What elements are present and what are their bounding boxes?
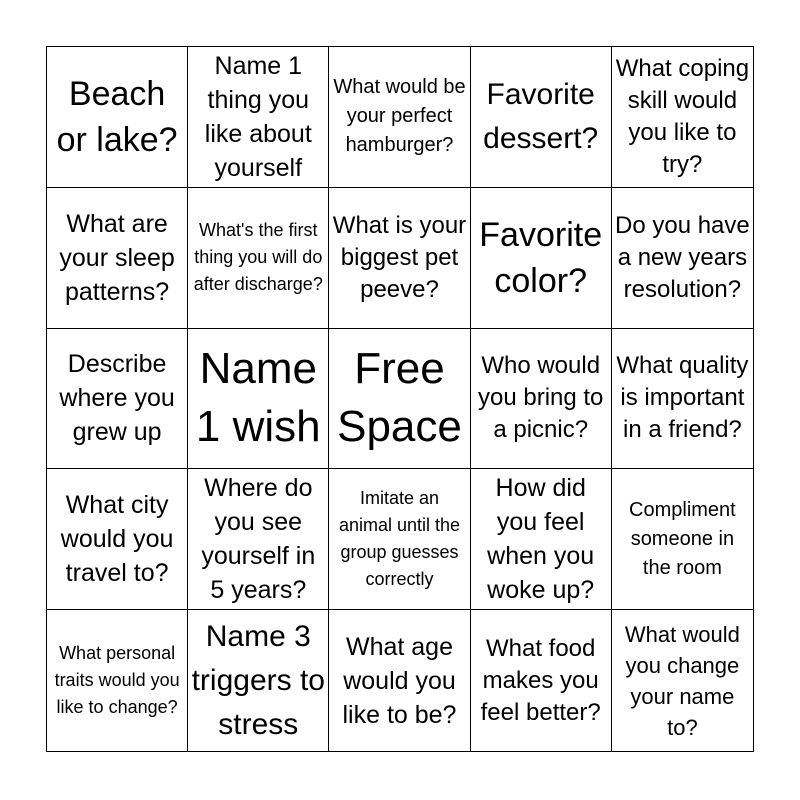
bingo-cell-r1c2[interactable]: [188, 47, 329, 188]
cell-text: What coping skill would you like to try?: [615, 54, 750, 178]
free-space-cell[interactable]: [329, 329, 470, 470]
cell-text: What are your sleep patterns?: [59, 209, 175, 306]
bingo-cell-r1c5[interactable]: [612, 47, 753, 188]
bingo-cell-r2c2[interactable]: [188, 188, 329, 329]
cell-text: Beach or lake?: [56, 74, 178, 159]
cell-text: What food makes you feel better?: [480, 634, 601, 726]
cell-text: What age would you like to be?: [342, 632, 457, 729]
bingo-cell-r1c4[interactable]: [471, 47, 612, 188]
cell-text: What would be your perfect hamburger?: [333, 76, 466, 157]
bingo-board: [46, 46, 754, 752]
cell-text: Favorite dessert?: [483, 77, 599, 155]
bingo-cell-r4c3[interactable]: [329, 469, 470, 610]
bingo-cell-r3c4[interactable]: [471, 329, 612, 470]
cell-text: Who would you bring to a picnic?: [477, 352, 604, 444]
bingo-cell-r4c4[interactable]: [471, 469, 612, 610]
bingo-cell-r5c2[interactable]: [188, 610, 329, 751]
cell-text: What is your biggest pet peeve?: [332, 211, 467, 303]
bingo-cell-r3c2[interactable]: [188, 329, 329, 470]
bingo-cell-r3c1[interactable]: [47, 329, 188, 470]
bingo-cell-r2c5[interactable]: [612, 188, 753, 329]
bingo-cell-r5c4[interactable]: [471, 610, 612, 751]
bingo-cell-r5c5[interactable]: [612, 610, 753, 751]
bingo-cell-r4c1[interactable]: [47, 469, 188, 610]
cell-text: Describe where you grew up: [59, 350, 175, 447]
cell-text: What personal traits would you like to change?: [54, 643, 180, 718]
cell-text: Name 1 wish: [195, 344, 321, 452]
cell-text: What quality is important in a friend?: [616, 352, 749, 444]
cell-text: Favorite color?: [479, 215, 603, 300]
bingo-cell-r3c5[interactable]: [612, 329, 753, 470]
bingo-cell-r1c1[interactable]: [47, 47, 188, 188]
bingo-cell-r5c1[interactable]: [47, 610, 188, 751]
cell-text: Imitate an animal until the group guesses correctly: [338, 488, 461, 590]
cell-text: Do you have a new years resolution?: [615, 211, 750, 303]
bingo-cell-r1c3[interactable]: [329, 47, 470, 188]
bingo-cell-r4c2[interactable]: [188, 469, 329, 610]
cell-text: Where do you see yourself in 5 years?: [201, 474, 316, 605]
cell-text: Name 3 triggers to stress: [191, 619, 325, 741]
cell-text: What would you change your name to?: [624, 621, 740, 740]
bingo-cell-r2c3[interactable]: [329, 188, 470, 329]
cell-text: What's the first thing you will do after discharge?: [193, 220, 323, 295]
cell-text: How did you feel when you woke up?: [487, 474, 595, 605]
cell-text: Name 1 thing you like about yourself: [204, 51, 312, 182]
cell-text: What city would you travel to?: [60, 491, 174, 588]
free-space-text: Free Space: [337, 344, 462, 452]
bingo-cell-r5c3[interactable]: [329, 610, 470, 751]
bingo-cell-r2c1[interactable]: [47, 188, 188, 329]
bingo-cell-r2c4[interactable]: [471, 188, 612, 329]
bingo-cell-r4c5[interactable]: [612, 469, 753, 610]
cell-text: Compliment someone in the room: [629, 498, 736, 579]
